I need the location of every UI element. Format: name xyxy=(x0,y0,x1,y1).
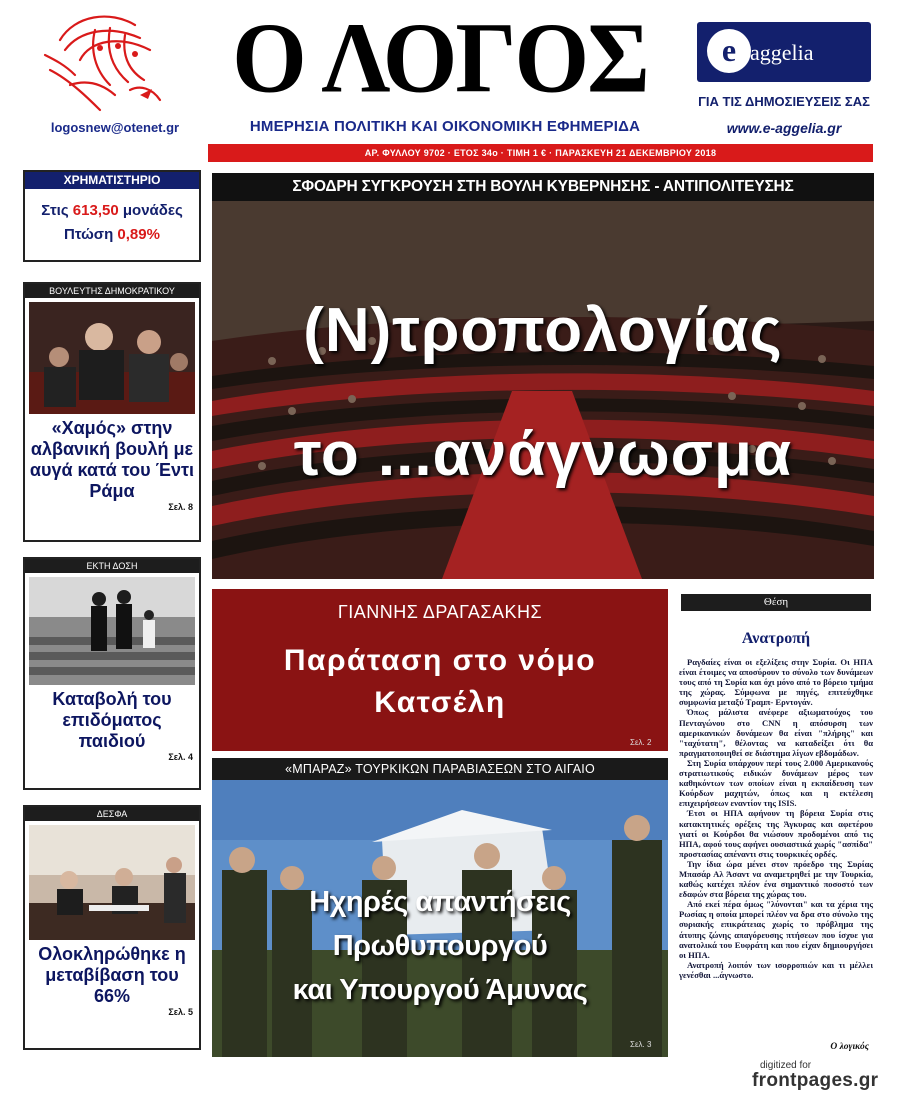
stock-index-value: 613,50 xyxy=(72,202,119,219)
issue-info-bar: ΑΡ. ΦΥΛΛΟΥ 9702 · ΕΤΟΣ 34ο · ΤΙΜΗ 1 € · ΠΑΡΑΣΚΕΥΗ 21 ΔΕΚΕΜΒΡΙΟΥ 2018 xyxy=(208,144,873,162)
opinion-paragraph: Ανατροπή λοιπόν των ισορροπιών και τι μέλλει γενέσθαι ...άγνωστο. xyxy=(679,959,873,980)
opinion-paragraph: Ραγδαίες είναι οι εξελίξεις στην Συρία. Οι ΗΠΑ είναι έτοιμες να αποσύρουν το σύνολο των δυνάμεων τους από τη Συρία και όχι μόνο από το βόρειο τμήμα της χώρας. Σύμφωνα με πηγές, επιτεύχθηκε συμφωνία μεταξύ Τραμπ- Ερντογάν. xyxy=(679,657,873,708)
side-story-page: Σελ. 4 xyxy=(168,752,193,762)
side-story-photo xyxy=(29,825,195,940)
side-story-page: Σελ. 8 xyxy=(168,502,193,512)
e-aggelia-url[interactable]: www.e-aggelia.gr xyxy=(726,120,842,136)
side-story-desfa[interactable] xyxy=(23,805,201,1050)
stock-market-label: ΧΡΗΜΑΤΙΣΤΗΡΙΟ xyxy=(25,172,199,189)
side-story-albania[interactable] xyxy=(23,282,201,542)
e-aggelia-logo-text: aggelia xyxy=(750,40,814,65)
side-story-benefit[interactable] xyxy=(23,557,201,790)
side-story-label: ΔΕΣΦΑ xyxy=(25,807,199,821)
newspaper-title: Ο ΛΟΓΟΣ xyxy=(232,1,648,114)
stock-index-suffix: μονάδες xyxy=(118,202,183,219)
stock-market-box xyxy=(23,170,201,262)
newspaper-subtitle: ΗΜΕΡΗΣΙΑ ΠΟΛΙΤΙΚΗ ΚΑΙ ΟΙΚΟΝΟΜΙΚΗ ΕΦΗΜΕΡΙΔΑ xyxy=(249,118,641,135)
opinion-paragraph: Στη Συρία υπάρχουν περί τους 2.000 Αμερικανούς στρατιωτικούς ειδικών δυνάμεων μέρος των καθηκόντων των οποίων είναι η εκπαίδευση των Κούρδων μαχητών, όπως και η εκτέλεση επιχειρήσεων εναντίον της ISIS. xyxy=(679,757,873,809)
stock-index-line xyxy=(25,199,199,223)
side-story-label: ΕΚΤΗ ΔΟΣΗ xyxy=(25,559,199,573)
newspaper-logo-illustration xyxy=(40,10,170,115)
digitized-for-label: digitized for xyxy=(760,1060,812,1071)
frontpages-watermark[interactable]: frontpages.gr xyxy=(752,1070,879,1091)
stock-change-prefix: Πτώση xyxy=(64,226,118,243)
aegean-story-headline-line2: και Υπουργού Άμυνας xyxy=(292,974,588,1006)
stock-index-prefix: Στις xyxy=(41,202,73,219)
katseli-story-page: Σελ. 2 xyxy=(630,738,652,747)
side-story-label: ΒΟΥΛΕΥΤΗΣ ΔΗΜΟΚΡΑΤΙΚΟΥ xyxy=(25,284,199,298)
main-story-photo-parliament[interactable] xyxy=(212,201,874,579)
side-story-headline: Ολοκληρώθηκε η μεταβίβαση του 66% xyxy=(38,944,186,1006)
opinion-column-headline: Ανατροπή xyxy=(741,630,811,647)
opinion-column-label: Θέση xyxy=(681,594,871,611)
side-story-photo xyxy=(29,577,195,685)
main-story-headline-line1: (Ν)τροπολογίας xyxy=(303,296,783,365)
aegean-story-page: Σελ. 3 xyxy=(630,1040,652,1049)
opinion-paragraph: Όπως μάλιστα ανέφερε αξιωματούχος του Πενταγώνου στο CNN η απόσυρση των αμερικανικών δυνάμεων θα είναι "πλήρης" και "ταχύτατη", θέλοντας να καταδείξει ότι θα πραγματοποιηθεί σε διάστημα λίγων εβδομάδων. xyxy=(679,707,873,758)
opinion-signature: Ο λογικός xyxy=(830,1042,869,1052)
opinion-column-body xyxy=(679,657,873,980)
e-aggelia-caption: ΓΙΑ ΤΙΣ ΔΗΜΟΣΙΕΥΣΕΙΣ ΣΑΣ xyxy=(698,94,870,109)
contact-email[interactable]: logosnew@otenet.gr xyxy=(50,120,180,135)
stock-change-line xyxy=(25,223,199,247)
main-story-kicker: ΣΦΟΔΡΗ ΣΥΓΚΡΟΥΣΗ ΣΤΗ ΒΟΥΛΗ ΚΥΒΕΡΝΗΣΗΣ - ΑΝΤΙΠΟΛΙΤΕΥΣΗΣ xyxy=(212,173,874,201)
katseli-story-headline xyxy=(212,640,668,724)
opinion-paragraph: Την ίδια ώρα μένει στον πρόεδρο της Συρίας Μπασάρ Αλ Άσαντ να αναμετρηθεί με την Τουρκία, καθώς κατέχει πλέον ένα σημαντικό ποσοστό των εδαφών στα βόρεια της χώρας του. xyxy=(679,858,873,900)
katseli-story-kicker: ΓΙΑΝΝΗΣ ΔΡΑΓΑΣΑΚΗΣ xyxy=(337,602,543,622)
stock-change-value: 0,89% xyxy=(117,226,160,243)
side-story-headline: Καταβολή του επιδόματος παιδιού xyxy=(52,689,172,751)
katseli-story-headline-line1: Παράταση στο νόμο xyxy=(283,644,597,677)
side-story-headline: «Χαμός» στην αλβανική βουλή με αυγά κατά του Έντι Ράμα xyxy=(29,418,195,501)
katseli-story-headline-line2: Κατσέλη xyxy=(374,686,506,719)
aegean-story-headline-line1: Ηχηρές απαντήσεις Πρωθυπουργού xyxy=(309,886,571,962)
opinion-paragraph: Έτσι οι ΗΠΑ αφήνουν τη βόρεια Συρία στις κατακτητικές ορέξεις της Άγκυρας και αφετέρου γιατί οι Κούρδοι θα νιώσουν προδομένοι από τις ΗΠΑ, αφού τους αφήνει ουσιαστικά χωρίς "ασπίδα" προστασίας απέναντι στις τουρκικές ορδές. xyxy=(679,808,873,859)
side-story-photo xyxy=(29,302,195,414)
e-aggelia-logo-letter: e xyxy=(707,29,751,73)
aegean-story-kicker: «ΜΠΑΡΑΖ» ΤΟΥΡΚΙΚΩΝ ΠΑΡΑΒΙΑΣΕΩΝ ΣΤΟ ΑΙΓΑΙΟ xyxy=(212,758,668,780)
opinion-paragraph: Από εκεί πέρα όμως "λύνονται" και τα χέρια της Ρωσίας η οποία μπορεί πλέον να δρα στο σύνολο της συριακής επικράτειας χωρίς το πρόβλημα της άτυπης ζώνης απαγόρευσης πτήσεων που ίσχυε για ανατολικά του Ευφράτη και που είχαν δημιουργήσει οι ΗΠΑ. xyxy=(679,899,873,960)
main-story-headline-line2: το ...ανάγνωσμα xyxy=(293,420,793,489)
side-story-page: Σελ. 5 xyxy=(168,1007,193,1017)
aegean-story-headline xyxy=(212,880,668,1012)
